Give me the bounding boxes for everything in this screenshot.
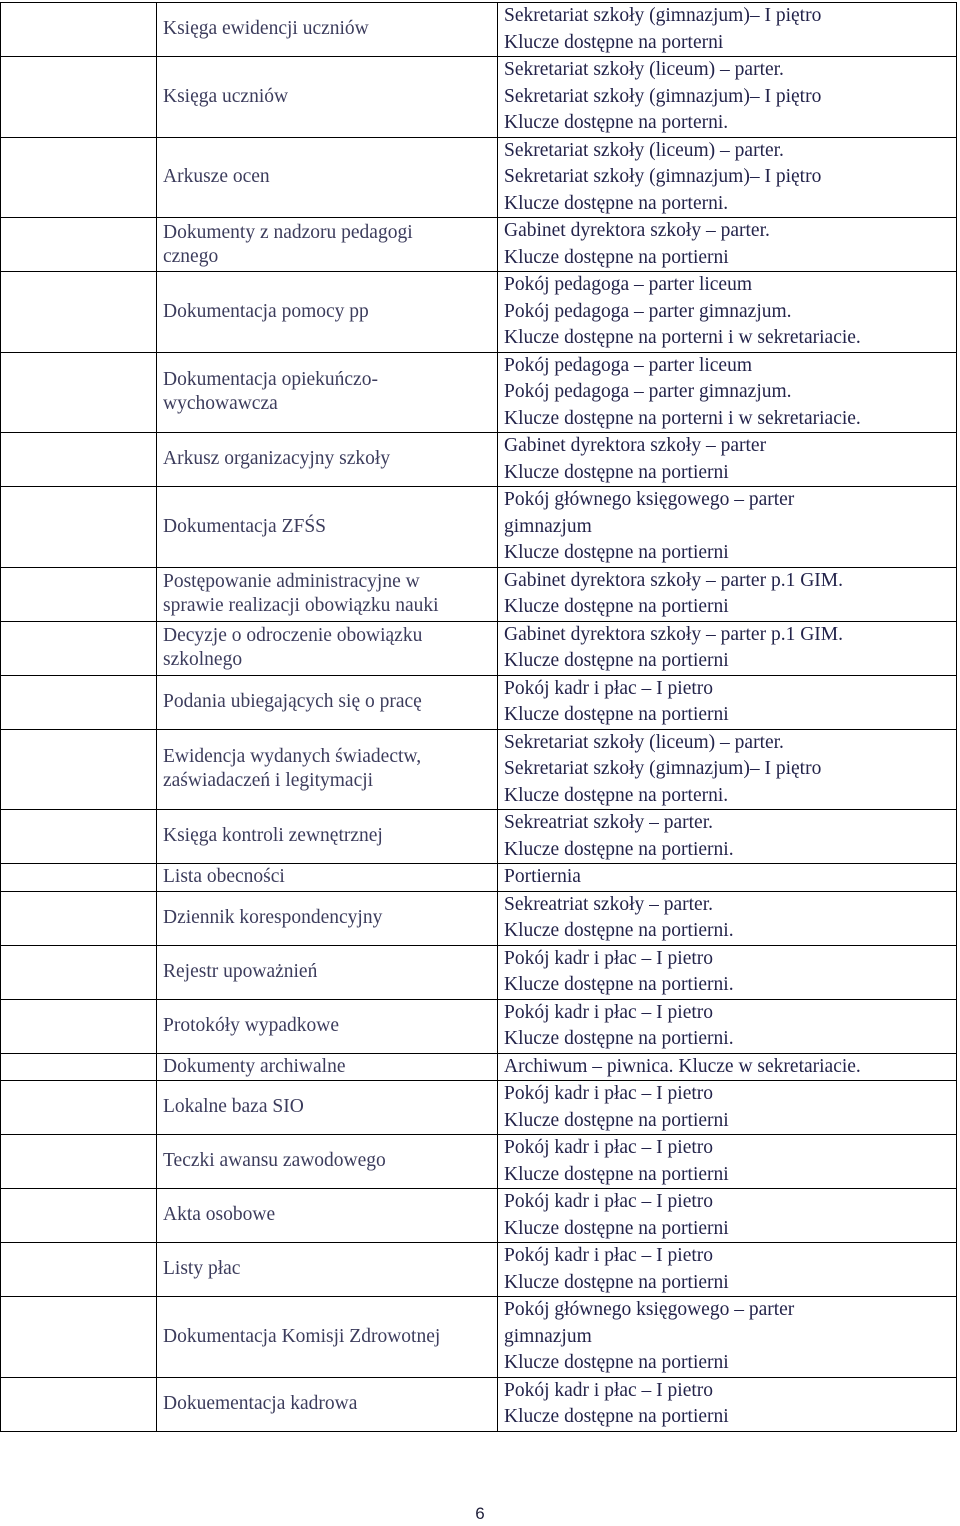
storage-location-text: Klucze dostępne na portierni (504, 1109, 729, 1131)
storage-location-cell (498, 352, 957, 433)
storage-location-cell (498, 567, 957, 621)
storage-location-cell (498, 999, 957, 1053)
storage-location-text: Pokój głównego księgowego – parter (504, 489, 795, 510)
storage-location-text: Klucze dostępne na porterni. (504, 784, 729, 806)
document-type-cell (157, 433, 498, 487)
document-type-cell (157, 487, 498, 568)
document-type-cell (157, 137, 498, 218)
storage-location-text: Klucze dostępne na portierni (504, 246, 729, 268)
empty-cell (1, 3, 157, 57)
storage-location-text: Gabinet dyrektora szkoły – parter. (504, 220, 770, 241)
storage-location-text: Portiernia (504, 866, 581, 887)
storage-location-cell (498, 729, 957, 810)
storage-location-text: Sekretariat szkoły (gimnazjum)– I piętro (504, 166, 822, 187)
document-type-text: Arkusz organizacyjny szkoły (163, 448, 391, 470)
document-type-text: Arkusze ocen (163, 166, 270, 187)
storage-location-text: Klucze dostępne na portierni (504, 1217, 729, 1239)
document-type-text: Księga kontroli zewnętrznej (163, 825, 383, 847)
document-type-text: Dokumenty z nadzoru pedagogi (163, 221, 413, 243)
empty-cell (1, 945, 157, 999)
storage-location-cell (498, 810, 957, 864)
empty-cell (1, 487, 157, 568)
storage-location-text: Pokój kadr i płac – I pietro (504, 1379, 714, 1401)
table-row (1, 621, 957, 675)
empty-cell (1, 1081, 157, 1135)
empty-cell (1, 1053, 157, 1081)
table-row (1, 1135, 957, 1189)
table-row (1, 3, 957, 57)
storage-location-cell (498, 57, 957, 138)
document-type-text: Rejestr upoważnień (163, 960, 318, 982)
empty-cell (1, 1297, 157, 1378)
table-row (1, 1377, 957, 1431)
document-type-cell (157, 1135, 498, 1189)
table-row (1, 352, 957, 433)
page-number: 6 (475, 1504, 485, 1523)
table-row (1, 567, 957, 621)
document-type-cell (157, 3, 498, 57)
document-type-cell (157, 621, 498, 675)
table-row (1, 218, 957, 272)
storage-location-text: Klucze dostępne na portierni (504, 1406, 729, 1427)
storage-location-text: Sekreatriat szkoły – parter. (504, 893, 714, 915)
empty-cell (1, 729, 157, 810)
storage-location-text: Klucze dostępne na portierni (504, 596, 729, 617)
empty-cell (1, 1135, 157, 1189)
empty-cell (1, 1189, 157, 1243)
storage-location-text: Klucze dostępne na portierni (504, 650, 729, 671)
document-type-cell (157, 1377, 498, 1431)
empty-cell (1, 433, 157, 487)
storage-location-text: Klucze dostępne na porterni (504, 31, 724, 53)
document-type-text: Akta osobowe (163, 1204, 276, 1226)
table-row (1, 487, 957, 568)
document-type-cell (157, 999, 498, 1053)
empty-cell (1, 137, 157, 218)
empty-cell (1, 567, 157, 621)
storage-location-text: Pokój kadr i płac – I pietro (504, 677, 714, 699)
storage-location-cell (498, 1189, 957, 1243)
storage-location-cell (498, 218, 957, 272)
document-type-text: Księga ewidencji uczniów (163, 18, 369, 40)
storage-location-cell (498, 621, 957, 675)
document-type-text: cznego (163, 245, 219, 267)
document-type-text: Lokalne baza SIO (163, 1096, 304, 1118)
table-row (1, 864, 957, 892)
storage-location-text: Sekretariat szkoły (liceum) – parter. (504, 731, 784, 753)
storage-location-cell (498, 1135, 957, 1189)
storage-location-text: Klucze dostępne na portierni. (504, 1028, 734, 1049)
storage-location-cell (498, 945, 957, 999)
document-type-cell (157, 675, 498, 729)
empty-cell (1, 218, 157, 272)
table-body (1, 3, 957, 1432)
empty-cell (1, 272, 157, 353)
document-type-cell (157, 1243, 498, 1297)
storage-location-text: Pokój pedagoga – parter liceum (504, 274, 753, 295)
document-type-text: Teczki awansu zawodowego (163, 1150, 386, 1172)
storage-location-cell (498, 433, 957, 487)
empty-cell (1, 891, 157, 945)
document-type-cell (157, 1297, 498, 1378)
table-row (1, 945, 957, 999)
storage-location-cell (498, 891, 957, 945)
table-row (1, 57, 957, 138)
table-row (1, 891, 957, 945)
storage-location-text: Pokój kadr i płac – I pietro (504, 1137, 714, 1158)
document-type-text: Lista obecności (163, 866, 285, 887)
storage-location-text: Klucze dostępne na portierni (504, 542, 729, 563)
empty-cell (1, 999, 157, 1053)
document-type-cell (157, 810, 498, 864)
document-type-text: Dokumentacja pomocy pp (163, 300, 369, 322)
document-type-text: szkolnego (163, 649, 243, 670)
storage-location-text: Klucze dostępne na portierni (504, 1271, 729, 1293)
empty-cell (1, 810, 157, 864)
document-type-text: Dokumenty archiwalne (163, 1055, 346, 1077)
storage-location-text: gimnazjum (504, 515, 592, 537)
storage-location-text: Pokój głównego księgowego – parter (504, 1299, 795, 1320)
document-type-cell (157, 1081, 498, 1135)
document-type-cell (157, 891, 498, 945)
storage-location-text: gimnazjum (504, 1325, 592, 1347)
storage-location-text: Pokój pedagoga – parter liceum (504, 354, 753, 376)
storage-location-text: Gabinet dyrektora szkoły – parter p.1 GIM. (504, 569, 843, 591)
document-type-text: Podania ubiegających się o pracę (163, 690, 422, 712)
table-row (1, 729, 957, 810)
storage-location-text: Klucze dostępne na portierni. (504, 920, 734, 941)
table-row (1, 1297, 957, 1378)
storage-location-text: Pokój pedagoga – parter gimnazjum. (504, 381, 792, 402)
document-type-text: Postępowanie administracyjne w (163, 571, 420, 592)
storage-location-text: Pokój pedagoga – parter gimnazjum. (504, 300, 792, 322)
document-type-text: Dokumentacja opiekuńczo- (163, 369, 378, 391)
empty-cell (1, 621, 157, 675)
document-type-text: Decyzje o odroczenie obowiązku (163, 625, 423, 646)
document-type-text: Dokumentacja Komisji Zdrowotnej (163, 1325, 441, 1347)
document-type-cell (157, 57, 498, 138)
document-type-text: zaświadaczeń i legitymacji (163, 770, 374, 792)
empty-cell (1, 57, 157, 138)
storage-location-cell (498, 1053, 957, 1081)
document-type-cell (157, 1189, 498, 1243)
document-type-text: Ewidencja wydanych świadectw, (163, 746, 422, 768)
document-type-text: Dziennik korespondencyjny (163, 906, 383, 928)
storage-location-cell (498, 137, 957, 218)
table-row (1, 1189, 957, 1243)
storage-location-text: Sekreatriat szkoły – parter. (504, 812, 714, 833)
table-row (1, 1053, 957, 1081)
table-row (1, 999, 957, 1053)
storage-location-text: Klucze dostępne na portierni (504, 704, 729, 725)
table-row (1, 1243, 957, 1297)
table-row (1, 675, 957, 729)
storage-location-text: Sekretariat szkoły (gimnazjum)– I piętro (504, 5, 822, 26)
empty-cell (1, 1377, 157, 1431)
storage-location-cell (498, 1243, 957, 1297)
storage-location-text: Gabinet dyrektora szkoły – parter p.1 GIM. (504, 623, 843, 645)
document-table (0, 2, 957, 1432)
storage-location-cell (498, 675, 957, 729)
storage-location-cell (498, 487, 957, 568)
storage-location-text: Klucze dostępne na portierni (504, 1352, 729, 1373)
document-type-text: Protokóły wypadkowe (163, 1014, 340, 1036)
table-row (1, 810, 957, 864)
table-row (1, 433, 957, 487)
storage-location-cell (498, 1081, 957, 1135)
document-type-cell (157, 1053, 498, 1081)
storage-location-text: Gabinet dyrektora szkoły – parter (504, 435, 767, 456)
storage-location-cell (498, 3, 957, 57)
document-type-cell (157, 945, 498, 999)
document-type-cell (157, 352, 498, 433)
storage-location-text: Klucze dostępne na portierni (504, 1163, 729, 1185)
table-row (1, 137, 957, 218)
storage-location-text: Klucze dostępne na porterni i w sekretariacie. (504, 327, 861, 348)
document-type-cell (157, 272, 498, 353)
storage-location-text: Klucze dostępne na portierni. (504, 838, 734, 860)
document-type-text: sprawie realizacji obowiązku nauki (163, 595, 439, 616)
table-row (1, 272, 957, 353)
storage-location-text: Sekretariat szkoły (gimnazjum)– I piętro (504, 758, 822, 779)
storage-location-cell (498, 1297, 957, 1378)
storage-location-text: Sekretariat szkoły (liceum) – parter. (504, 139, 784, 161)
storage-location-text: Klucze dostępne na porterni. (504, 192, 729, 214)
storage-location-text: Pokój kadr i płac – I pietro (504, 1001, 714, 1023)
empty-cell (1, 864, 157, 892)
storage-location-text: Klucze dostępne na porterni. (504, 112, 729, 133)
document-type-cell (157, 729, 498, 810)
storage-location-text: Pokój kadr i płac – I pietro (504, 1245, 714, 1266)
document-type-text: Dokumentacja ZFŚS (163, 515, 327, 537)
document-type-text: Listy płac (163, 1258, 241, 1280)
storage-location-text: Klucze dostępne na porterni i w sekretariacie. (504, 407, 861, 429)
document-type-cell (157, 864, 498, 892)
empty-cell (1, 675, 157, 729)
storage-location-text: Pokój kadr i płac – I pietro (504, 1191, 714, 1212)
storage-location-text: Klucze dostępne na portierni. (504, 974, 734, 995)
empty-cell (1, 1243, 157, 1297)
storage-location-text: Sekretariat szkoły (gimnazjum)– I piętro (504, 85, 822, 107)
document-type-cell (157, 567, 498, 621)
table-row (1, 1081, 957, 1135)
storage-location-text: Pokój kadr i płac – I pietro (504, 1083, 714, 1104)
storage-location-cell (498, 272, 957, 353)
document-type-text: wychowawcza (163, 393, 278, 415)
document-type-cell (157, 218, 498, 272)
storage-location-text: Archiwum – piwnica. Klucze w sekretariacie. (504, 1055, 861, 1077)
document-type-text: Księga uczniów (163, 85, 289, 107)
storage-location-text: Klucze dostępne na portierni (504, 461, 729, 483)
storage-location-text: Sekretariat szkoły (liceum) – parter. (504, 59, 784, 80)
storage-location-text: Pokój kadr i płac – I pietro (504, 947, 714, 969)
empty-cell (1, 352, 157, 433)
storage-location-cell (498, 1377, 957, 1431)
document-type-text: Dokuementacja kadrowa (163, 1392, 358, 1414)
storage-location-cell (498, 864, 957, 892)
